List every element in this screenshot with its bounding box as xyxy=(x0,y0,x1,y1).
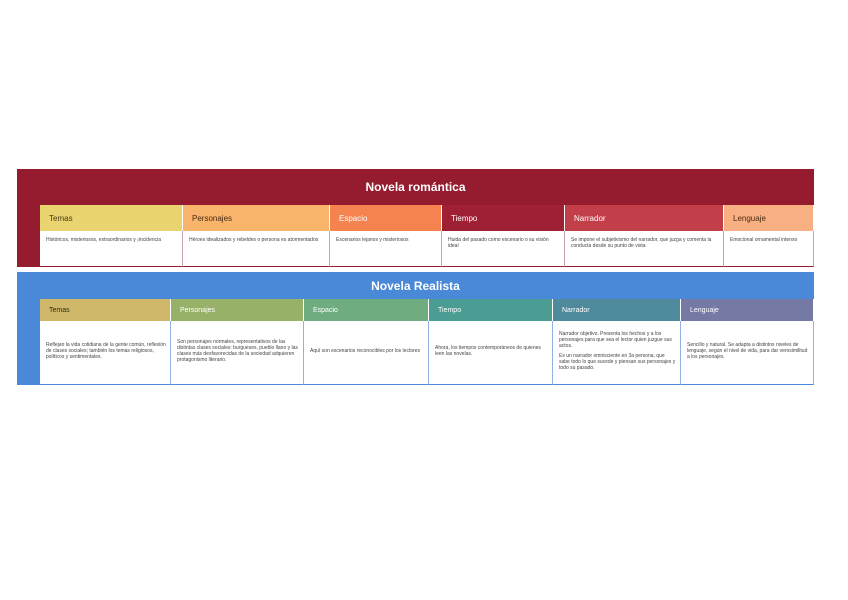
cell-narrador: Se impone el subjetivismo del narrador, que juzga y comenta la conducta desde su punto de vista xyxy=(565,231,724,267)
header-lenguaje: Lenguaje xyxy=(724,205,814,231)
cell-tiempo: Huida del pasado como escenario o su visión ideal xyxy=(442,231,565,267)
header-lenguaje: Lenguaje xyxy=(681,299,814,321)
realist-novel-table xyxy=(17,272,814,385)
header-temas: Temas xyxy=(40,299,171,321)
cell-paragraph: Narrador objetivo. Presenta los hechos y a los personajes para que sea el lector quien juzgue sus actos. xyxy=(559,330,672,350)
header-temas: Temas xyxy=(40,205,183,231)
cell-paragraph: Reflejan la vida cotidiana de la gente común, reflexión de clases sociales; también los temas religiosos, políticos y sentimentales. xyxy=(46,341,166,361)
cell-tiempo xyxy=(429,321,553,385)
cell-temas xyxy=(40,321,171,385)
header-tiempo: Tiempo xyxy=(442,205,565,231)
row-stub xyxy=(17,205,40,231)
header-personajes: Personajes xyxy=(171,299,304,321)
row-stub xyxy=(17,321,40,385)
header-personajes: Personajes xyxy=(183,205,330,231)
table-title: Novela Realista xyxy=(17,272,814,299)
content-row xyxy=(17,231,814,267)
cell-narrador xyxy=(553,321,681,385)
header-espacio: Espacio xyxy=(304,299,429,321)
cell-temas: Históricos, misteriosos, extraordinarios y ¡incidencia xyxy=(40,231,183,267)
romantic-novel-table xyxy=(17,169,814,267)
cell-paragraph: Aquí son escenarios reconocibles por los lectores xyxy=(310,347,421,354)
cell-paragraph: Es un narrador omnisciente en 3a persona, que sabe todo lo que sucede y piensan sus personajes y todo su pasado. xyxy=(559,352,676,371)
cell-paragraph: Sencillo y natural. Se adapta a distintos niveles de lenguaje, según el nivel de vida, para dar verosimilitud a los personajes. xyxy=(687,341,808,361)
header-row xyxy=(17,299,814,321)
header-narrador: Narrador xyxy=(553,299,681,321)
content-row xyxy=(17,321,814,385)
cell-lenguaje: Emocional ornamental intenso xyxy=(724,231,814,267)
row-stub xyxy=(17,231,40,267)
row-stub xyxy=(17,299,40,321)
cell-lenguaje xyxy=(681,321,814,385)
header-narrador: Narrador xyxy=(565,205,724,231)
cell-espacio: Escenarios lejanos y misteriosos xyxy=(330,231,442,267)
header-espacio: Espacio xyxy=(330,205,442,231)
header-tiempo: Tiempo xyxy=(429,299,553,321)
cell-espacio xyxy=(304,321,429,385)
header-row xyxy=(17,205,814,231)
cell-paragraph: Son personajes normales, representativos de las distintas clases sociales: burgueses, pueblo llano y las clases más desfavorecidas de la sociedad adquieren protagonismo literario. xyxy=(177,338,298,364)
cell-personajes xyxy=(171,321,304,385)
cell-personajes: Héroes idealizados y rebeldes o persona es atormentados xyxy=(183,231,330,267)
table-title: Novela romántica xyxy=(17,169,814,205)
cell-paragraph: Ahora, los tiempos contemporáneos de quienes leen las novelas. xyxy=(435,344,541,357)
